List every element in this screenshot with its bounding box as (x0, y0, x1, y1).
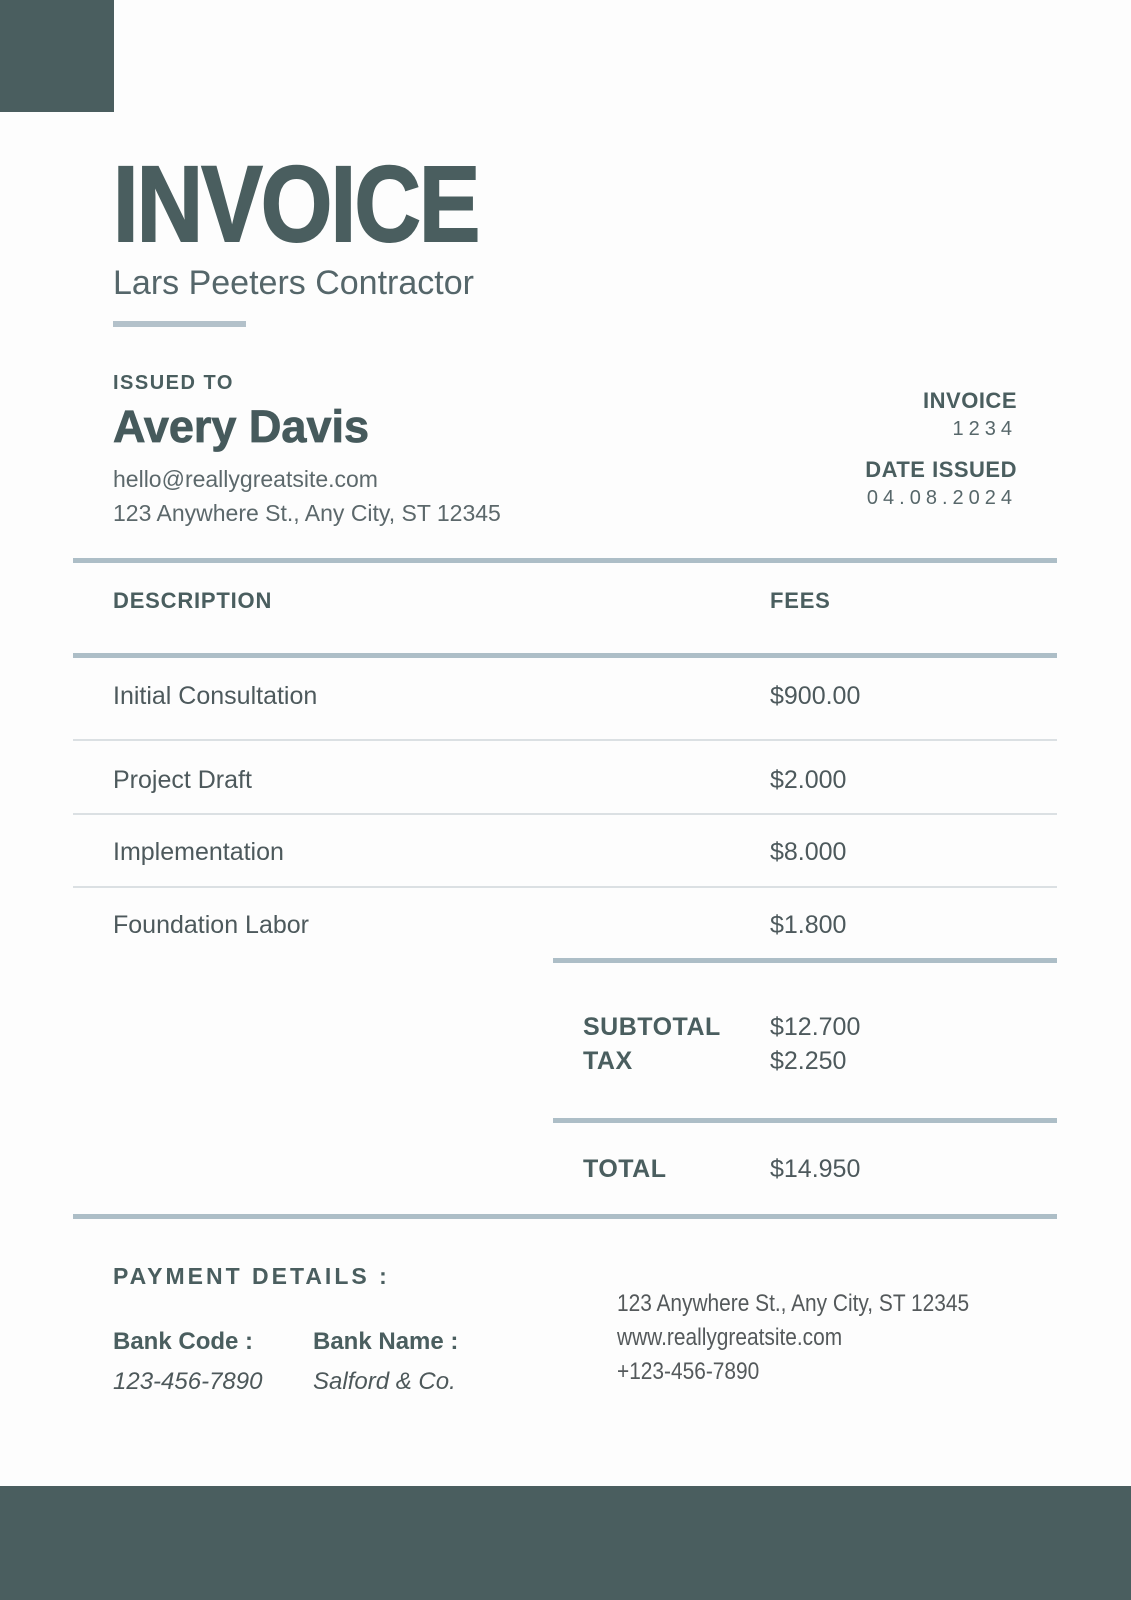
table-row-fee: $8.000 (770, 838, 847, 866)
tax-label: TAX (583, 1047, 633, 1075)
invoice-number-label: INVOICE (923, 388, 1017, 413)
table-row-description: Project Draft (113, 766, 252, 794)
column-header-fees: FEES (770, 588, 831, 613)
client-address: 123 Anywhere St., Any City, ST 12345 (113, 500, 501, 526)
total-value: $14.950 (770, 1155, 861, 1183)
bank-name-label: Bank Name : (313, 1328, 459, 1355)
contact-website: www.reallygreatsite.com (617, 1324, 843, 1351)
row-separator (73, 739, 1057, 741)
payment-section-rule (73, 1214, 1057, 1219)
accent-dash (113, 321, 246, 327)
date-issued-value: 04.08.2024 (866, 487, 1017, 509)
company-name: Lars Peeters Contractor (113, 264, 474, 302)
bank-code-value: 123-456-7890 (113, 1368, 263, 1395)
subtotal-rule (553, 958, 1057, 963)
subtotal-label: SUBTOTAL (583, 1013, 721, 1041)
table-row-fee: $2.000 (770, 766, 847, 794)
subtotal-value: $12.700 (770, 1013, 861, 1041)
invoice-title: INVOICE (113, 143, 479, 264)
client-email: hello@reallygreatsite.com (113, 466, 378, 492)
table-row-description: Foundation Labor (113, 911, 309, 939)
issued-to-label: ISSUED TO (113, 372, 234, 394)
tax-value: $2.250 (770, 1047, 847, 1075)
table-header-rule (73, 653, 1057, 658)
contact-address: 123 Anywhere St., Any City, ST 12345 (617, 1290, 970, 1317)
table-row-fee: $1.800 (770, 911, 847, 939)
table-row-description: Implementation (113, 838, 284, 866)
row-separator (73, 813, 1057, 815)
bank-code-label: Bank Code : (113, 1328, 254, 1355)
table-row-fee: $900.00 (770, 682, 861, 710)
total-label: TOTAL (583, 1155, 667, 1183)
invoice-header (113, 143, 543, 327)
footer-accent-bar (0, 1486, 1131, 1600)
invoice-number: 1234 (952, 418, 1017, 440)
contact-phone: +123-456-7890 (617, 1358, 760, 1385)
table-top-rule (73, 558, 1057, 563)
payment-details-heading: PAYMENT DETAILS : (113, 1263, 390, 1289)
date-issued-label: DATE ISSUED (865, 457, 1017, 482)
contact-block (617, 1287, 969, 1389)
issued-to-block (113, 372, 501, 527)
total-rule (553, 1118, 1057, 1123)
client-name: Avery Davis (113, 401, 370, 452)
payment-details-block (113, 1263, 458, 1396)
bank-name-column (313, 1328, 458, 1396)
bank-code-column (113, 1328, 313, 1396)
corner-accent-block (0, 0, 114, 112)
table-row-description: Initial Consultation (113, 682, 318, 710)
bank-name-value: Salford & Co. (313, 1368, 456, 1395)
row-separator (73, 886, 1057, 888)
column-header-description: DESCRIPTION (113, 588, 273, 613)
invoice-meta-block (865, 388, 1017, 510)
